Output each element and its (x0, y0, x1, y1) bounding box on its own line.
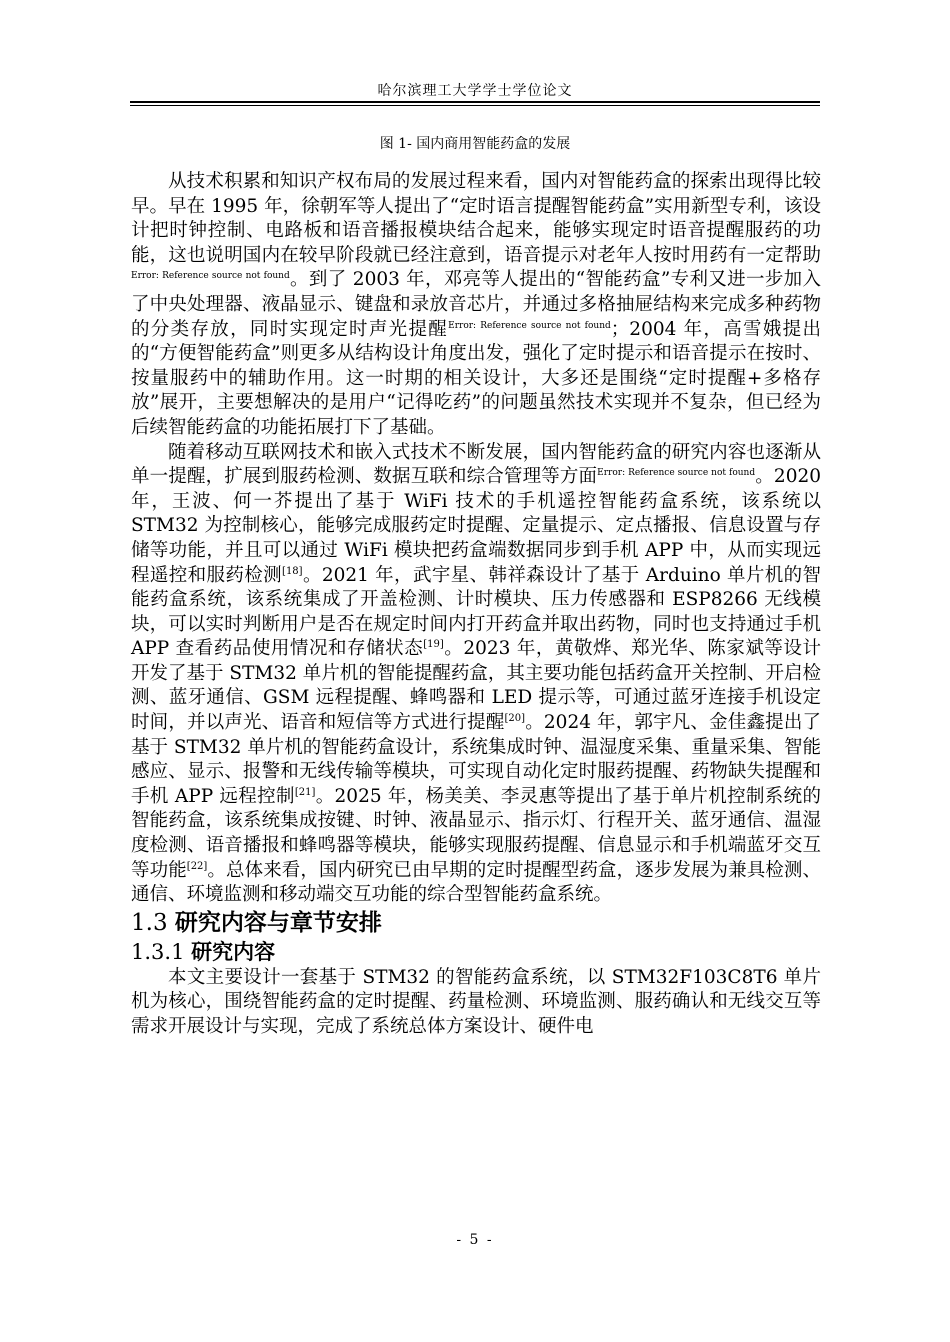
paragraph-history (131, 170, 821, 441)
text-run: 。2023 年，黄敬烨、郑光华、陈家斌等设计开发了基于 STM32 单片机的智能提醒药盒，其主要功能包括药盒开关控制、开启检测、蓝牙通信、GSM 远程提醒、蜂鸣器和 LED 提示等，可通过蓝牙连接手机设定时间，并以声光、语音和短信等方式进行提醒 (131, 638, 821, 734)
text-run: 。2025 年，杨美美、李灵惠等提出了基于单片机控制系统的智能药盒，该系统集成按键、时钟、液晶显示、指示灯、行程开关、蓝牙通信、温湿度检测、语音播报和蜂鸣器等模块，能够实现服药提醒、信息显示和手机端蓝牙交互等功能 (131, 785, 821, 881)
subsection-number: 1.3.1 (131, 939, 185, 964)
section-heading-1-3 (131, 908, 821, 938)
body-text (131, 170, 821, 1040)
citation-error: Error: Reference source not found (448, 320, 611, 331)
citation-error: Error: Reference source not found (131, 271, 290, 282)
citation-ref-22: [22] (186, 860, 208, 872)
paragraph-development (131, 441, 821, 908)
text-run: 从技术积累和知识产权布局的发展过程来看，国内对智能药盒的探索出现得比较早。早在 1995 年，徐朝军等人提出了“定时语言提醒智能药盒”实用新型专利，该设计把时钟控制、电路板和语音播报模块结合起来，能够实现定时语音提醒服药的功能，这也说明国内在较早阶段就已经注意到，语音提示对老年人按时用药有一定帮助 (131, 171, 821, 266)
text-run: 。到了 2003 年，邓亮等人提出的“智能药盒”专利又进一步加入了中央处理器、液晶显示、键盘和录放音芯片，并通过多格抽屉结构来完成多种药物的分类存放，同时实现定时声光提醒 (131, 269, 821, 340)
page-number: - 5 - (456, 1232, 494, 1248)
header-rule-thick (130, 101, 820, 103)
section-title: 研究内容与章节安排 (174, 909, 382, 936)
citation-ref-20: [20] (504, 712, 526, 724)
text-run: 。2020 年，王波、何一芥提出了基于 WiFi 技术的手机遥控智能药盒系统，该系统以 STM32 为控制核心，能够完成服药定时提醒、定量提示、定点播报、信息设置与存储等功能，并且可以通过 WiFi 模块把药盒端数据同步到手机 APP 中，从而实现远程遥控和服药检测 (131, 466, 821, 586)
figure-caption: 图 1- 国内商用智能药盒的发展 (379, 136, 571, 152)
citation-ref-21: [21] (294, 786, 316, 798)
citation-error: Error: Reference source not found (597, 467, 756, 478)
header-rule-thin (130, 105, 820, 106)
subsection-heading-1-3-1 (131, 938, 821, 966)
citation-ref-19: [19] (423, 639, 444, 651)
text-run: 。2024 年，郭宇凡、金佳鑫提出了基于 STM32 单片机的智能药盒设计，系统集成时钟、温湿度采集、重量采集、智能感应、显示、报警和无线传输等模块，可实现自动化定时服药提醒、药物缺失提醒和手机 APP 远程控制 (131, 712, 821, 807)
text-run: 随着移动互联网技术和嵌入式技术不断发展，国内智能药盒的研究内容也逐渐从单一提醒，扩展到服药检测、数据互联和综合管理等方面 (131, 441, 821, 488)
text-run: ；2004 年，高雪娥提出的“方便智能药盒”则更多从结构设计角度出发，强化了定时提示和语音提示在按时、按量服药中的辅助作用。这一时期的相关设计，大多还是围绕“定时提醒+多格存放”展开，主要想解决的是用户“记得吃药”的问题虽然技术实现并不复杂，但已经为后续智能药盒的功能拓展打下了基础。 (131, 318, 822, 438)
section-number: 1.3 (131, 909, 168, 936)
citation-ref-18: [18] (282, 565, 303, 577)
running-header: 哈尔滨理工大学学士学位论文 (377, 83, 573, 99)
subsection-title: 研究内容 (191, 939, 276, 964)
text-run: 。总体来看，国内研究已由早期的定时提醒型药盒，逐步发展为兼具检测、通信、环境监测和移动端交互功能的综合型智能药盒系统。 (131, 859, 821, 906)
paragraph-research-content: 本文主要设计一套基于 STM32 的智能药盒系统，以 STM32F103C8T6 单片机为核心，围绕智能药盒的定时提醒、药量检测、环境监测、服药确认和无线交互等需求开展设计与实现，完成了系统总体方案设计、硬件电 (131, 966, 821, 1037)
text-run: 。2021 年，武宇星、韩祥森设计了基于 Arduino 单片机的智能药盒系统，该系统集成了开盖检测、计时模块、压力传感器和 ESP8266 无线模块，可以实时判断用户是否在规定时间内打开药盒并取出药物，同时也支持通过手机 APP 查看药品使用情况和存储状态 (131, 564, 821, 660)
